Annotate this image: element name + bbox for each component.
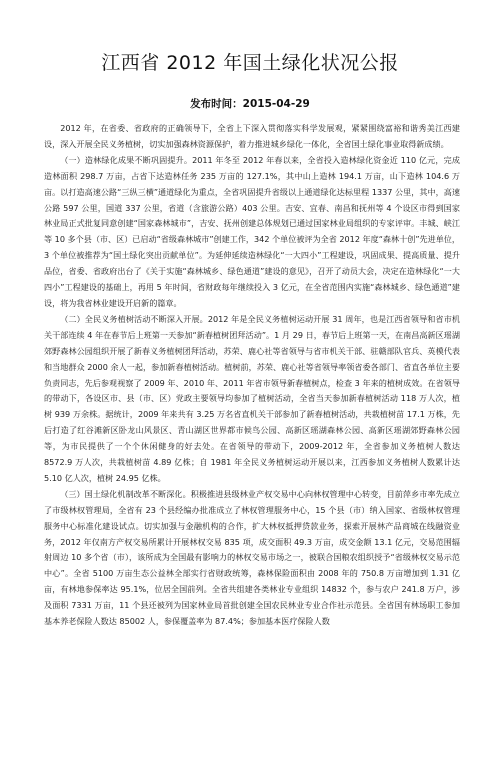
publish-time-label: 发布时间： [190, 98, 243, 110]
paragraph-section-1: （一）造林绿化成果不断巩固提升。2011 年冬至 2012 年春以来，全省投入造林绿化资金近 110 亿元，完成造林面积 298.7 万亩，占省下达造林任务 235 万亩的 127.1%，其中山上造林 194.1 万亩，山下造林 104.6 万亩。以打造高速公路“三纵三横”通道绿化为重点，全省巩固提升省级以上通道绿化达标里程 1337 公里，其中，高速公路 597 公里，国道 337 公里，省道（含旅游公路）403 公里。吉安、宜春、南昌和抚州等 4 个设区市得到国家林业局正式批复同意创建“国家森林城市”，吉安、抚州创建总体规划已通过国家林业局组织的专家评审。丰城、峡江等 10 多个县（市、区）已启动“省级森林城市”创建工作，342 个单位被评为全省 2012 年度“森林十创”先进单位，3 个单位被推荐为“国土绿化突出贡献单位”。为延伸延续造林绿化“一大四小”工程建设，巩固成果、提高质量、提升品位，省委、省政府出台了《关于实施“森林城乡、绿色通道”建设的意见》，召开了动员大会，决定在造林绿化“一大四小”工程建设的基础上，再用 5 年时间，省财政每年继续投入 3 亿元，在全省范围内实施“森林城乡、绿色通道”建设，将为我省林业建设开启新的篇章。 [44, 154, 460, 308]
paragraph-intro: 2012 年，在省委、省政府的正确领导下，全省上下深入贯彻落实科学发展观，紧紧围绕富裕和谐秀美江西建设，深入开展全民义务植树，切实加强森林资源保护，着力推进城乡绿化一体化，全省国土绿化事业取得新成绩。 [44, 123, 460, 149]
publish-time-date: 2015-04-29 [242, 98, 310, 110]
article-body [44, 121, 460, 630]
document-title: 江西省 2012 年国土绿化状况公报 [101, 52, 399, 74]
paragraph-section-2: （二）全民义务植树活动不断深入开展。2012 年是全民义务植树运动开展 31 周年，也是江西省领导和省市机关干部连续 4 年在春节后上班第一天参加“新春植树团拜活动”。1 月 29 日，春节后上班第一天，在南昌高新区瑶湖郊野森林公园组织开展了新春义务植树团拜活动，苏荣、鹿心社等省领导与省市机关干部、驻赣部队官兵、英模代表和当地群众 2000 余人一起，参加新春植树活动。植树前，苏荣、鹿心社等省领导率领省委各部门、省直各单位主要负责同志，先后参观视察了 2009 年、2010 年、2011 年省市领导新春植树点，检查 3 年来的植树成效。在省领导的带动下，各设区市、县（市、区）党政主要领导均参加了植树活动，全省当天参加新春植树活动 118 万人次，植树 939 万余株。据统计，2009 年来共有 3.25 万名省直机关干部参加了新春植树活动，共栽植树苗 17.1 万株，先后打造了红谷滩新区卧龙山风景区、青山湖区世界都市候鸟公园、高新区瑶湖森林公园、高新区瑶湖郊野森林公园等，为市民提供了一个个休闲健身的好去处。在省领导的带动下，2009-2012 年，全省参加义务植树人数达 8572.9 万人次，共栽植树苗 4.89 亿株；自 1981 年全民义务植树运动开展以来，江西参加义务植树人数累计达 5.10 亿人次，植树 24.95 亿株。 [44, 313, 460, 483]
paragraph-section-3: （三）国土绿化机制改革不断深化。积极推进县级林业产权交易中心向林权管理中心转变，目前萍乡市率先成立了市级林权管理局，全省有 23 个县经编办批准成立了林权管理服务中心，15 个县（市）纳入国家、省级林权管理服务中心标准化建设试点。切实加强与金融机构的合作，扩大林权抵押贷款业务，探索开展林产品商城在线融资业务，2012 年仅南方产权交易所累计开展林权交易 835 项，成交面积 49.3 万亩，成交金额 13.1 亿元，交易范围辐射周边 10 多个省（市），该所成为全国最有影响力的林权交易市场之一，被联合国粮农组织授予“省级林权交易示范中心”。全省 5100 万亩生态公益林全部实行省财政统筹，森林保险面积由 2008 年的 750.8 万亩增加到 1.31 亿亩，有林地参保率达 95.1%，位居全国前列。全省共组建各类林业专业组织 14832 个，参与农户 241.8 万户，涉及面积 7331 万亩，11 个县还被列为国家林业局首批创建全国农民林业专业合作社示范县。全省国有林场职工参加基本养老保险人数达 85002 人，参保覆盖率为 87.4%；参加基本医疗保险人数 [44, 488, 460, 627]
publish-time [0, 96, 500, 111]
